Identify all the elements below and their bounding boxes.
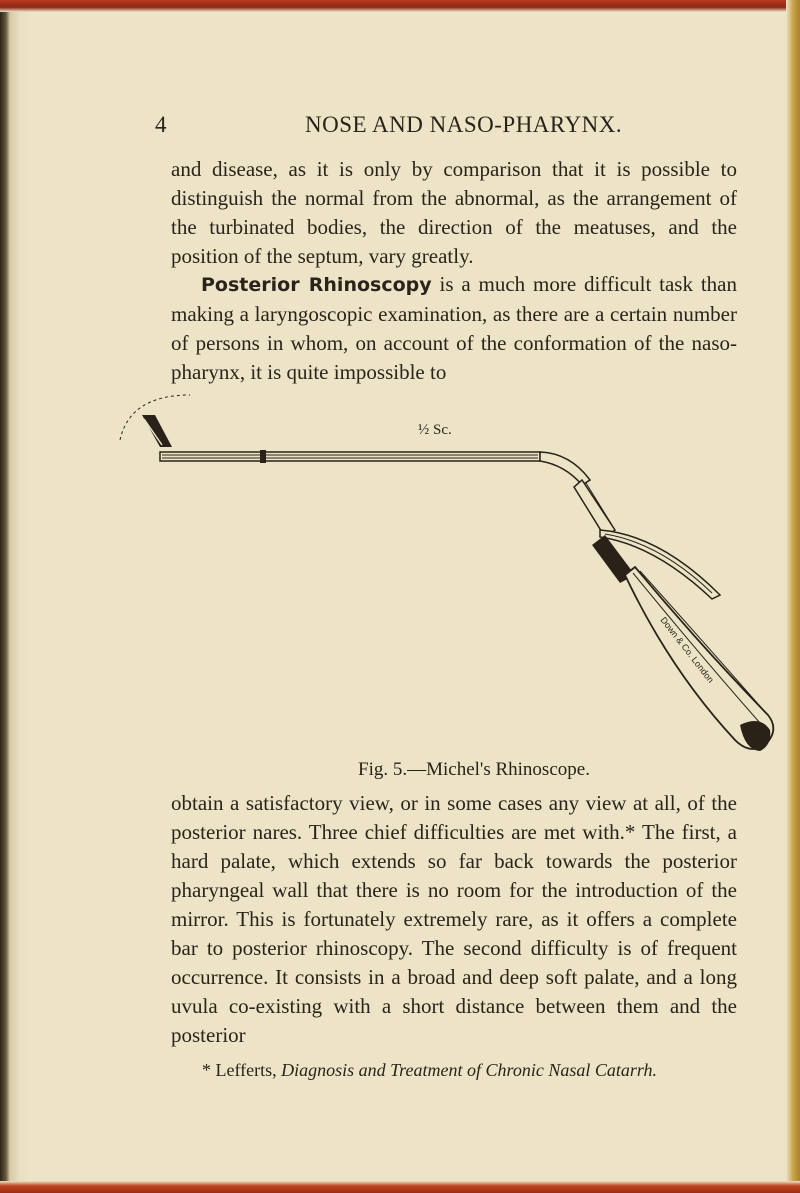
scale-label: ½ Sc.: [418, 422, 452, 438]
footnote-work: Diagnosis and Treatment of Chronic Nasal Catarrh.: [281, 1060, 658, 1080]
page-top-edge: [0, 0, 800, 12]
paragraph-1: and disease, as it is only by comparison that it is possible to distinguish the normal from the abnormal, as the arrangement of the turbinated bodies, the direction of the meatuses, and the position of the septum, vary greatly.: [171, 157, 737, 268]
page-bottom-edge: [0, 1181, 800, 1193]
paragraph-2-text: is a much more difficult task than making a laryngoscopic examination, as there are a certain number of persons in whom, on account of the conformation of the naso-pharynx, it is quite impossible to: [171, 272, 737, 384]
page-number: 4: [155, 112, 167, 137]
footnote-author: Lefferts,: [215, 1060, 282, 1080]
book-binding: [0, 0, 30, 1193]
running-title: NOSE AND NASO-PHARYNX.: [305, 112, 623, 137]
paragraph-3: obtain a satisfactory view, or in some cases any view at all, of the posterior nares. Three chief difficulties are met with.* The first, a hard palate, which extends so far back towards the posterior pharyngeal wall that there is no room for the introduction of the mirror. This is fortunately extremely rare, as it offers a complete bar to posterior rhinoscopy. The second difficulty is of frequent occurrence. It consists in a broad and deep soft palate, and a long uvula co-existing with a short distance between them and the posterior: [171, 791, 737, 1047]
paragraph-2: [171, 270, 737, 387]
rhinoscope-illustration: [100, 385, 790, 775]
figure-caption: Fig. 5.—Michel's Rhinoscope.: [358, 759, 590, 780]
footnote-marker: *: [202, 1060, 216, 1080]
handle-inscription: Down & Co. London: [658, 615, 716, 685]
footnote: [202, 1060, 657, 1081]
section-heading: Posterior Rhinoscopy: [201, 274, 432, 296]
